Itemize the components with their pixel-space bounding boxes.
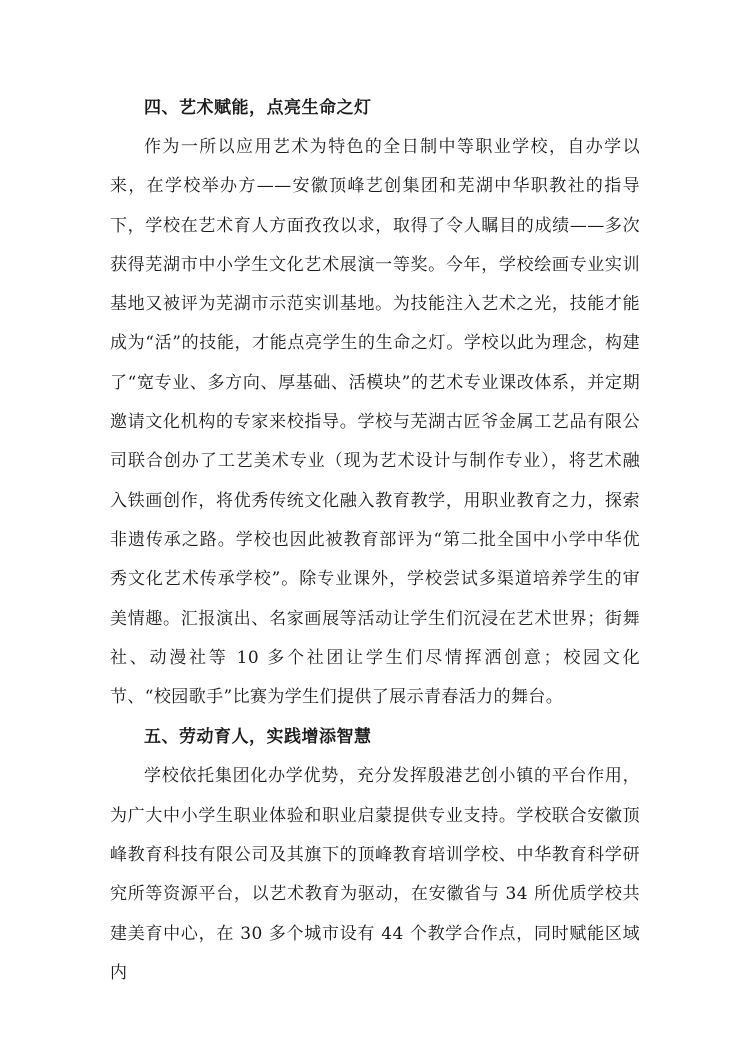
- section-heading-art: 四、艺术赋能，点亮生命之灯: [144, 98, 372, 118]
- section-paragraph-labor: 学校依托集团化办学优势，充分发挥殷港艺创小镇的平台作用，为广大中小学生职业体验和职业启蒙提供专业支持。学校联合安徽顶峰教育科技有限公司及其旗下的顶峰教育培训学校、中华教育科学研究所等资源平台，以艺术教育为驱动，在安徽省与 34 所优质学校共建美育中心，在 30 多个城市设有 44 个教学合作点，同时赋能区域内: [110, 766, 640, 983]
- document-page: [110, 88, 640, 993]
- section-paragraph-art: 作为一所以应用艺术为特色的全日制中等职业学校，自办学以来，在学校举办方——安徽顶峰艺创集团和芜湖中华职教社的指导下，学校在艺术育人方面孜孜以求，取得了令人瞩目的成绩——多次获得芜湖市中小学生文化艺术展演一等奖。今年，学校绘画专业实训基地又被评为芜湖市示范实训基地。为技能注入艺术之光，技能才能成为“活”的技能，才能点亮学生的生命之灯。学校以此为理念，构建了“宽专业、多方向、厚基础、活模块”的艺术专业课改体系，并定期邀请文化机构的专家来校指导。学校与芜湖古匠爷金属工艺品有限公司联合创办了工艺美术专业（现为艺术设计与制作专业），将艺术融入铁画创作，将优秀传统文化融入教育教学，用职业教育之力，探索非遗传承之路。学校也因此被教育部评为“第二批全国中小学中华优秀文化艺术传承学校”。除专业课外，学校尝试多渠道培养学生的审美情趣。汇报演出、名家画展等活动让学生们沉浸在艺术世界；街舞社、动漫社等 10 多个社团让学生们尽情挥洒创意；校园文化节、“校园歌手”比赛为学生们提供了展示青春活力的舞台。: [110, 137, 640, 708]
- section-heading-labor: 五、劳动育人，实践增添智慧: [144, 727, 372, 748]
